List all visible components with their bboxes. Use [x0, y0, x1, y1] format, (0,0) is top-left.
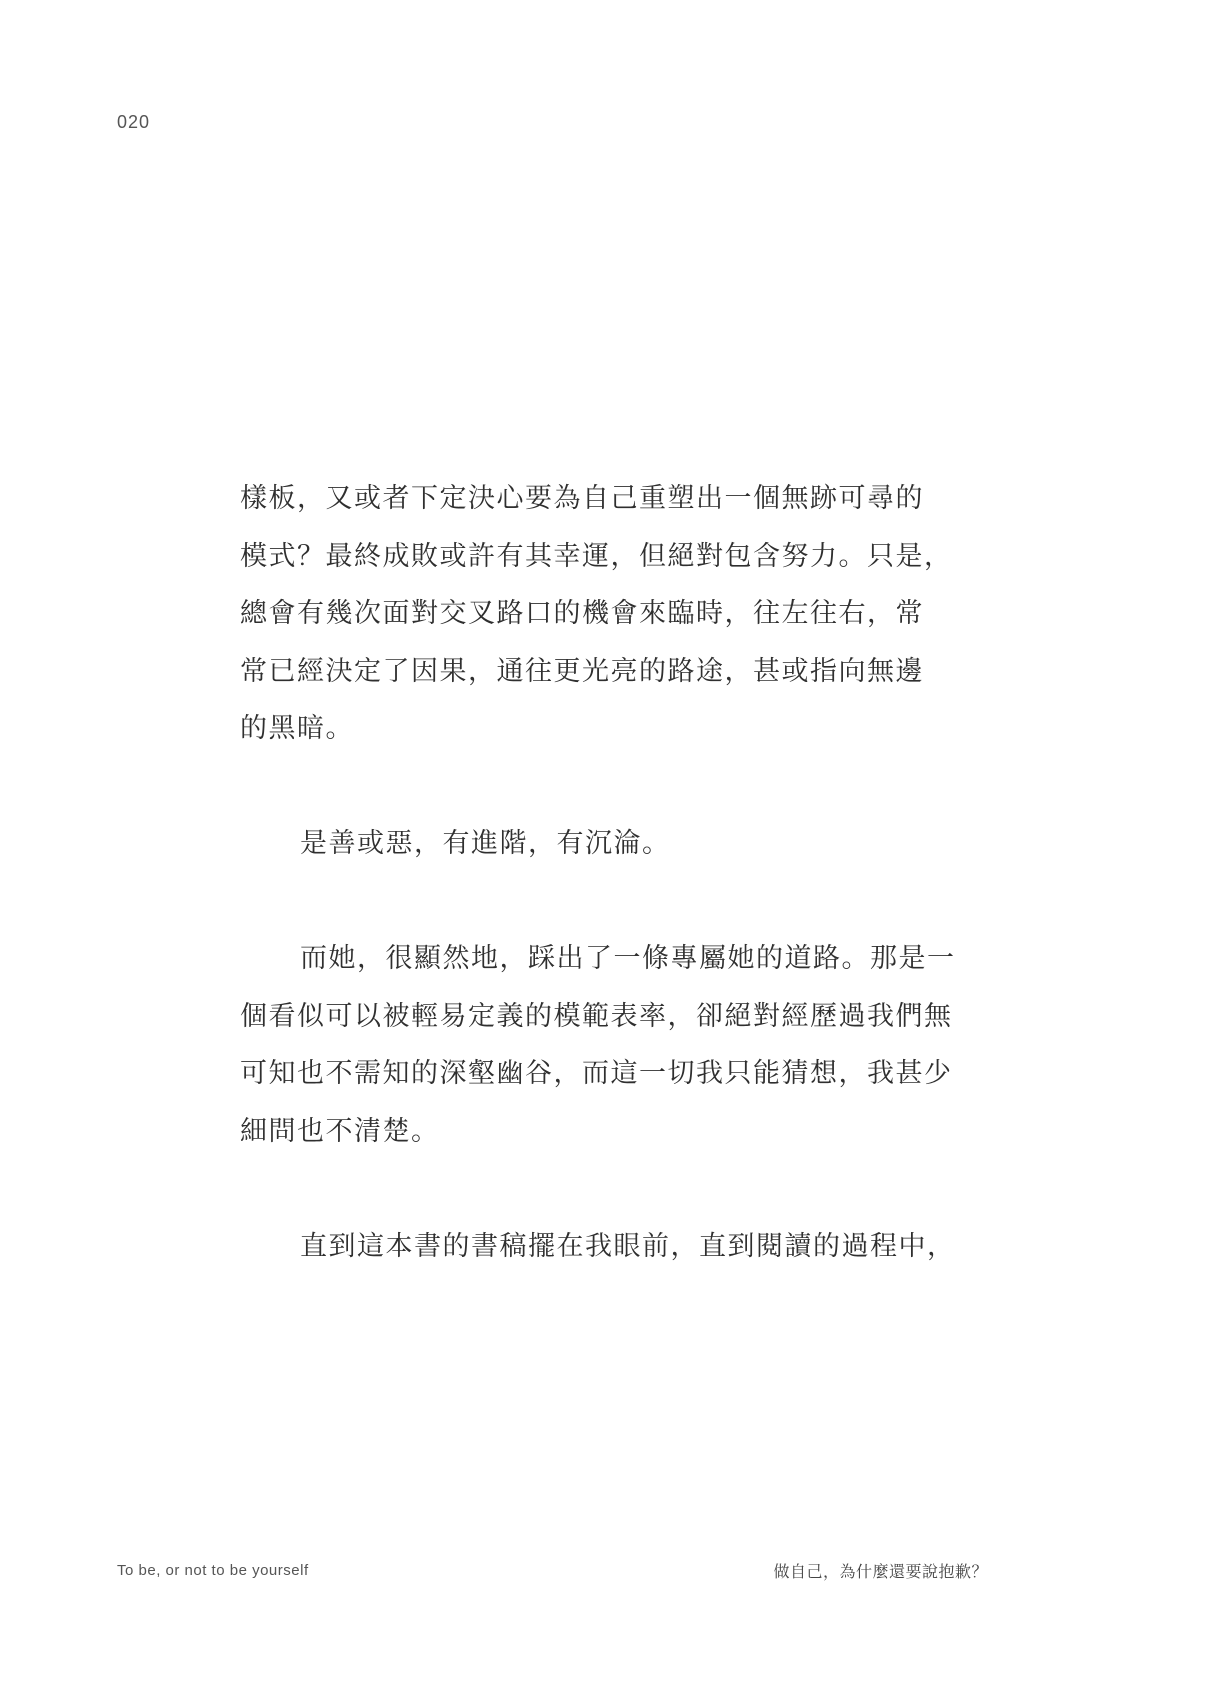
text-line: 細問也不清楚。 [240, 1115, 440, 1147]
paragraph-2 [240, 815, 992, 873]
body-text [240, 470, 992, 1275]
page-number: 020 [117, 112, 151, 132]
text-line: 常已經決定了因果，通往更光亮的路途，甚或指向無邊 [240, 655, 924, 687]
text-line: 樣板，又或者下定決心要為自己重塑出一個無跡可尋的 [240, 483, 924, 514]
text-line: 可知也不需知的深壑幽谷，而這一切我只能猜想，我甚少 [240, 1058, 953, 1089]
text-line: 是善或惡，有進階，有沉淪。 [300, 828, 671, 859]
text-line: 個看似可以被輕易定義的模範表率，卻絕對經歷過我們無 [240, 1000, 953, 1032]
text-line: 總會有幾次面對交叉路口的機會來臨時，往左往右，常 [240, 598, 924, 629]
text-line: 的黑暗。 [240, 713, 354, 744]
paragraph-4 [240, 1218, 992, 1276]
text-line: 直到這本書的書稿擺在我眼前，直到閱讀的過程中， [300, 1230, 956, 1262]
text-line: 而她，很顯然地，踩出了一條專屬她的道路。那是一 [300, 943, 956, 974]
paragraph-3 [240, 930, 992, 1160]
running-footer-chinese-title: 做自己，為什麼還要說抱歉？ [773, 1562, 988, 1581]
paragraph-1 [240, 470, 992, 758]
text-line: 模式？最終成敗或許有其幸運，但絕對包含努力。只是， [240, 540, 953, 572]
running-footer-english-title: To be, or not to be yourself [117, 1562, 309, 1579]
